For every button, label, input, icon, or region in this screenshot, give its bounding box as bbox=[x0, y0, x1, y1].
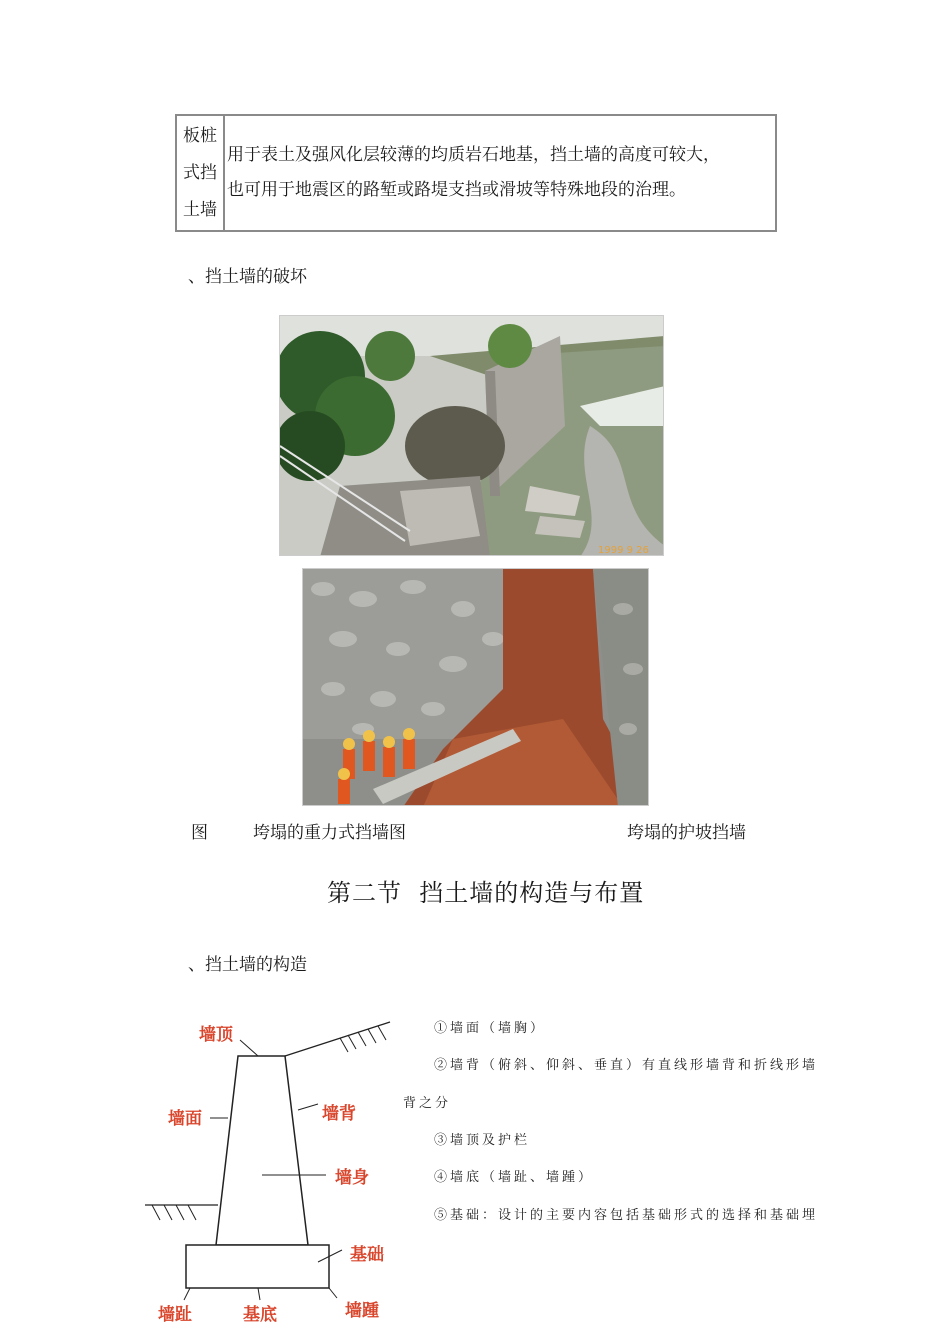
figure-caption-prefix: 图 bbox=[191, 823, 208, 843]
note-item-4: ④墙底（墙趾、墙踵） bbox=[434, 1170, 595, 1185]
note-item-3: ③墙顶及护栏 bbox=[434, 1133, 531, 1148]
label-wall-heel: 墙踵 bbox=[345, 1301, 379, 1321]
wall-type-line-3: 土墙 bbox=[183, 199, 217, 220]
label-wall-face: 墙面 bbox=[168, 1109, 202, 1129]
section-label-damage: 、挡土墙的破坏 bbox=[188, 267, 307, 287]
label-wall-base: 基底 bbox=[243, 1305, 277, 1325]
label-wall-toe: 墙趾 bbox=[158, 1305, 192, 1325]
photo-collapsed-slope-wall bbox=[302, 568, 649, 806]
label-wall-back: 墙背 bbox=[322, 1104, 356, 1124]
photo-collapsed-gravity-wall bbox=[279, 315, 664, 556]
label-wall-body: 墙身 bbox=[335, 1168, 369, 1188]
retaining-wall-diagram bbox=[140, 1000, 400, 1335]
label-wall-top: 墙顶 bbox=[199, 1025, 233, 1045]
note-item-1: ①墙面（墙胸） bbox=[434, 1021, 547, 1036]
wall-type-table bbox=[175, 114, 777, 232]
wall-type-line-1: 板桩 bbox=[183, 125, 217, 146]
label-foundation: 基础 bbox=[350, 1245, 384, 1265]
wall-description-cell bbox=[225, 116, 775, 230]
figure-caption-right: 垮塌的护坡挡墙 bbox=[627, 823, 746, 843]
section-label-structure: 、挡土墙的构造 bbox=[188, 955, 307, 975]
wall-type-line-2: 式挡 bbox=[183, 162, 217, 183]
note-item-5: ⑤基础：设计的主要内容包括基础形式的选择和基础埋 bbox=[434, 1208, 819, 1223]
photo-timestamp: 1999 9 26 bbox=[598, 545, 649, 556]
description-line-2: 也可用于地震区的路堑或路堤支挡或滑坡等特殊地段的治理。 bbox=[227, 180, 686, 200]
note-item-2-continued: 背之分 bbox=[403, 1096, 452, 1111]
description-line-1: 用于表土及强风化层较薄的均质岩石地基，挡土墙的高度可较大， bbox=[227, 145, 720, 165]
wall-type-cell bbox=[177, 116, 225, 230]
figure-caption-left: 垮塌的重力式挡墙图 bbox=[253, 823, 406, 843]
section-heading: 第二节 挡土墙的构造与布置 bbox=[327, 879, 645, 907]
note-item-2: ②墙背（俯斜、仰斜、垂直）有直线形墙背和折线形墙 bbox=[434, 1058, 819, 1073]
